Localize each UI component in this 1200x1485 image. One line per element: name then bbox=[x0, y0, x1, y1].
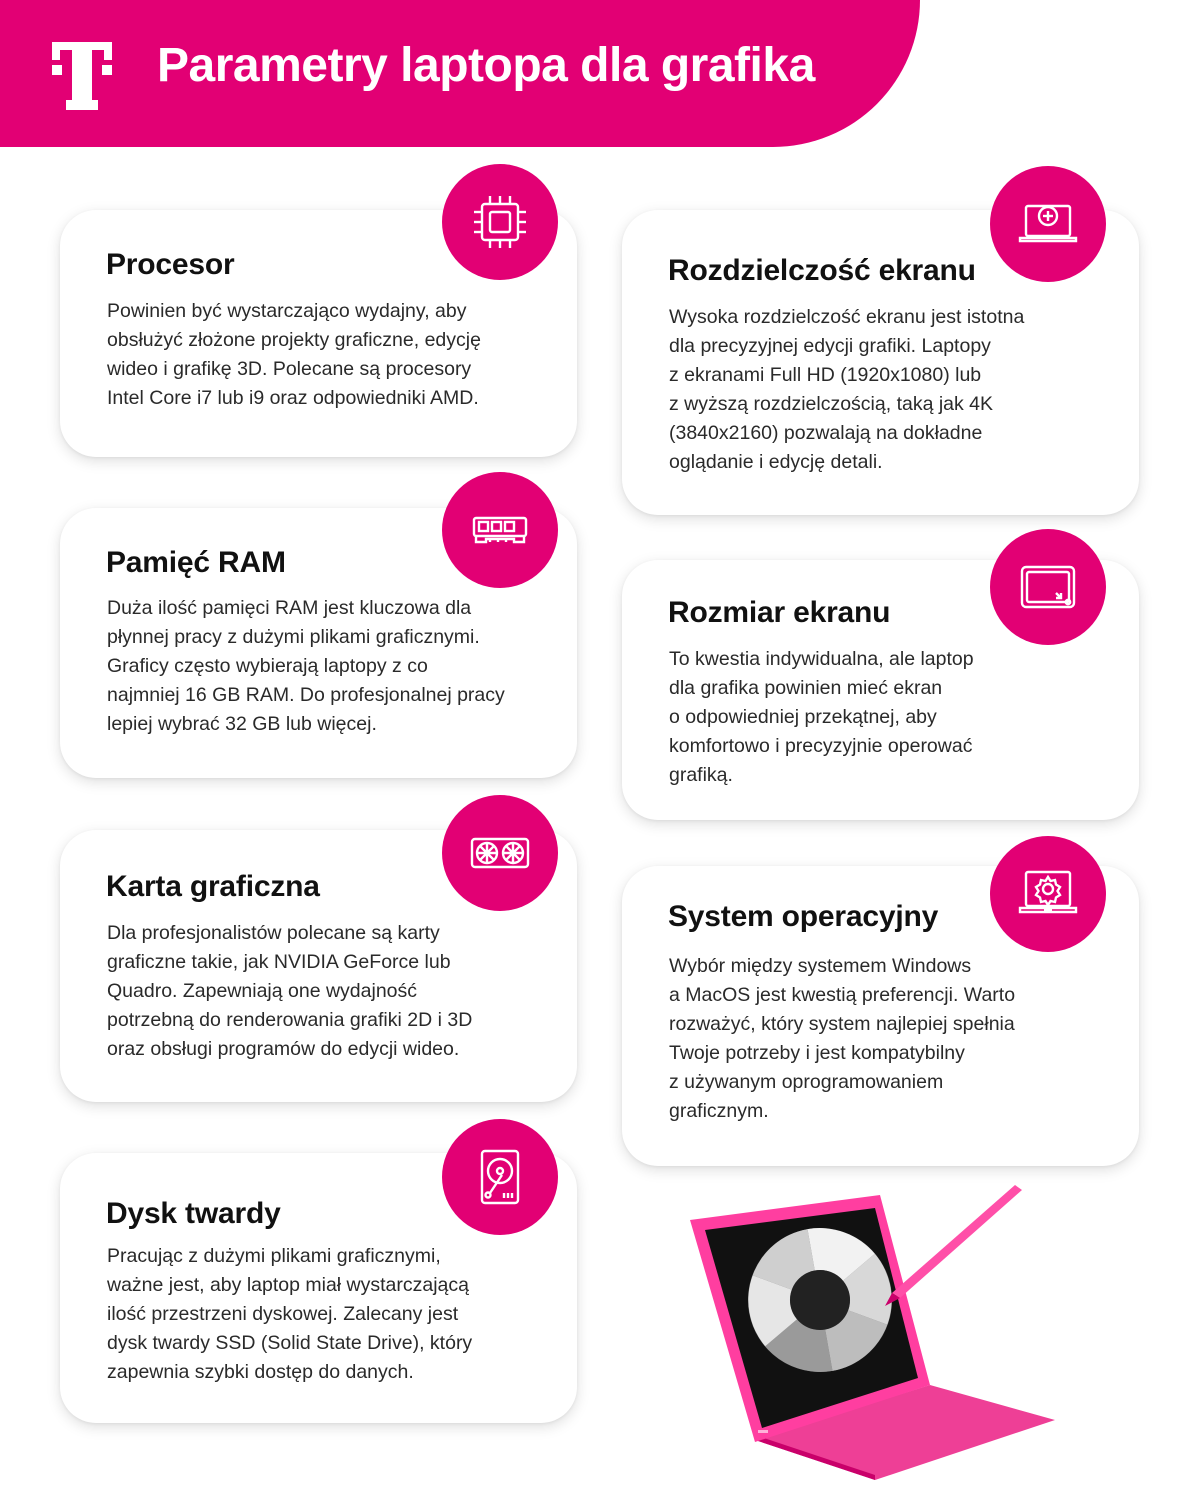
header-banner bbox=[0, 0, 920, 147]
page-title: Parametry laptopa dla grafika bbox=[157, 39, 815, 92]
telekom-logo bbox=[52, 42, 112, 110]
hard-drive-icon bbox=[442, 1119, 558, 1235]
ram-icon bbox=[442, 472, 558, 588]
card-title: Pamięć RAM bbox=[106, 546, 286, 579]
screen-size-icon bbox=[990, 529, 1106, 645]
card-text: Powinien być wystarczająco wydajny, aby obsłużyć złożone projekty graficzne, edycję wideo i grafikę 3D. Polecane są procesory Intel Core i7 lub i9 oraz odpowiedniki AMD. bbox=[107, 300, 481, 409]
card-text: Wybór między systemem Windows a MacOS jest kwestią preferencji. Warto rozważyć, który system najlepiej spełnia Twoje potrzeby i jest kompatybilny z używanym oprogramowaniem graficznym. bbox=[669, 955, 1016, 1122]
card-text: Pracując z dużymi plikami graficznymi, ważne jest, aby laptop miał wystarczającą ilość przestrzeni dyskowej. Zalecany jest dysk twardy SSD (Solid State Drive), który zapewnia szybki dostęp do danych. bbox=[107, 1245, 473, 1383]
laptop-zoom-icon bbox=[990, 166, 1106, 282]
card-text: Wysoka rozdzielczość ekranu jest istotna dla precyzyjnej edycji grafiki. Laptopy z ekranami Full HD (1920x1080) lub z wyższą rozdzielczością, taką jak 4K (3840x2160) pozwalają na dokładne oglądanie i edycję detali. bbox=[669, 306, 1025, 473]
card-text: To kwestia indywidualna, ale laptop dla grafika powinien mieć ekran o odpowiedniej przekątnej, aby komfortowo i precyzyjnie operować grafiką. bbox=[669, 648, 974, 786]
graphics-card-icon bbox=[442, 795, 558, 911]
laptop-illustration bbox=[680, 1180, 1070, 1480]
card-text: Duża ilość pamięci RAM jest kluczowa dla płynnej pracy z dużymi plikami graficznymi. Graficy często wybierają laptopy z co najmniej 16 GB RAM. Do profesjonalnej pracy lepiej wybrać 32 GB lub więcej. bbox=[107, 597, 505, 735]
card-text: Dla profesjonalistów polecane są karty graficzne takie, jak NVIDIA GeForce lub Quadro. Zapewniają one wydajność potrzebną do renderowania grafiki 2D i 3D oraz obsługi programów do edycji wideo. bbox=[107, 922, 473, 1060]
cpu-icon bbox=[442, 164, 558, 280]
card-title: Dysk twardy bbox=[106, 1197, 281, 1230]
card-title: System operacyjny bbox=[668, 900, 939, 933]
card-title: Rozmiar ekranu bbox=[668, 596, 891, 629]
card-title: Karta graficzna bbox=[106, 870, 320, 903]
laptop-gear-icon bbox=[990, 836, 1106, 952]
card-title: Rozdzielczość ekranu bbox=[668, 254, 976, 287]
card-title: Procesor bbox=[106, 248, 235, 281]
